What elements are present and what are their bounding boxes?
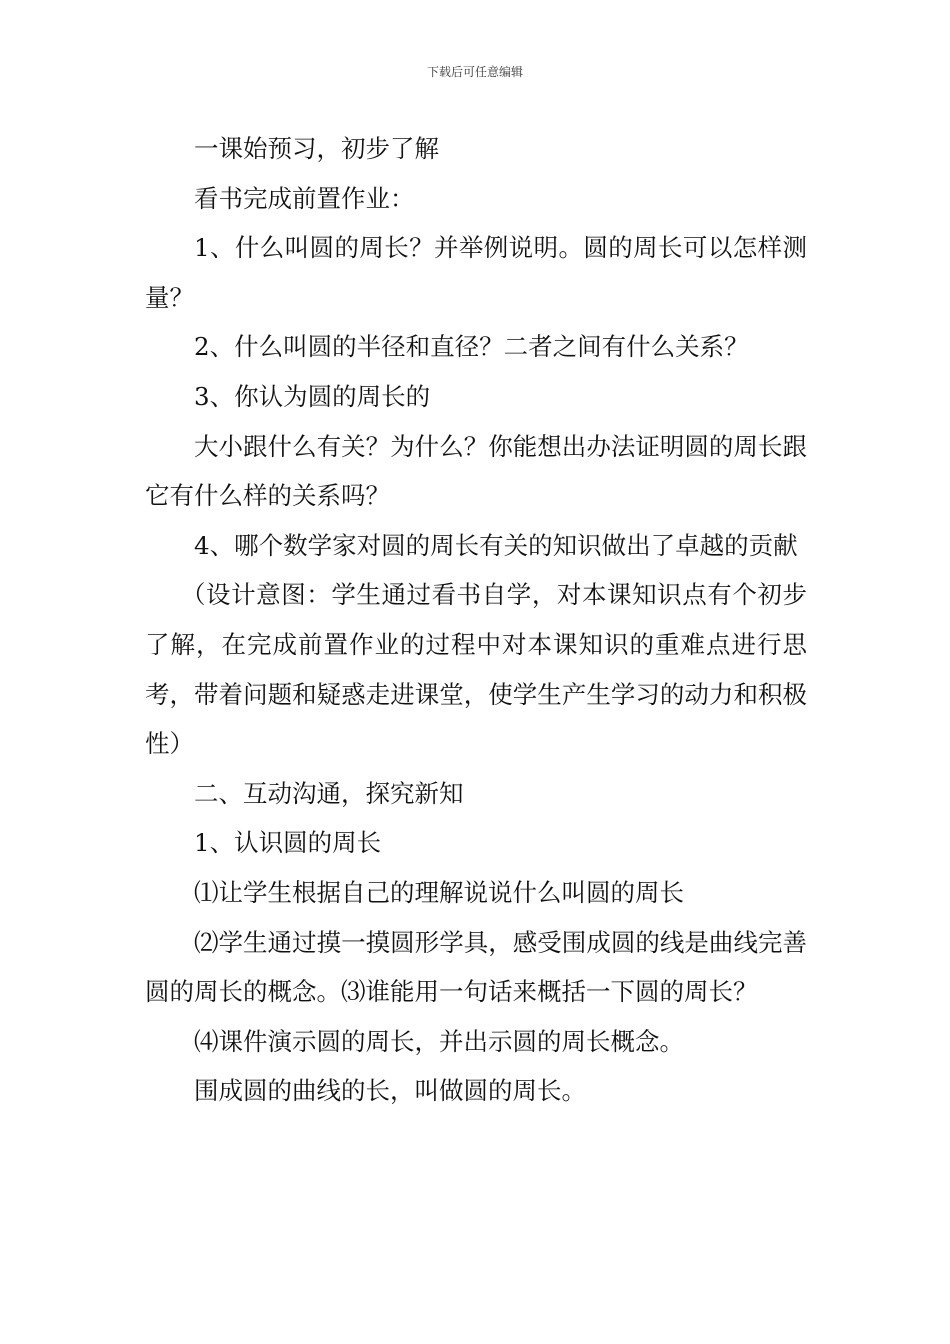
question-1: 1、什么叫圆的周长？并举例说明。圆的周长可以怎样测量？: [145, 233, 807, 312]
step-1: ⑴让学生根据自己的理解说说什么叫圆的周长: [194, 877, 684, 907]
design-intent-note: （设计意图：学生通过看书自学，对本课知识点有个初步了解，在完成前置作业的过程中对本课知识的重难点进行思考，带着问题和疑惑走进课堂，使学生产生学习的动力和积极性）: [145, 580, 807, 759]
instruction-line: 看书完成前置作业：: [194, 183, 415, 213]
question-4: 4、哪个数学家对圆的周长有关的知识做出了卓越的贡献: [194, 530, 798, 560]
section-heading-preview: 一课始预习，初步了解: [194, 134, 439, 163]
step-4: ⑷课件演示圆的周长，并出示圆的周长概念。: [194, 1026, 684, 1056]
document-body: [145, 124, 807, 1116]
definition-line: 围成圆的曲线的长，叫做圆的周长。: [194, 1076, 586, 1106]
subsection-heading: 1、认识圆的周长: [194, 828, 382, 858]
step-2-3: ⑵学生通过摸一摸圆形学具，感受围成圆的线是曲线完善圆的周长的概念。⑶谁能用一句话来概括一下圆的周长？: [145, 927, 807, 1007]
page-header: 下载后可任意编辑: [426, 65, 523, 79]
question-3-start: 3、你认为圆的周长的: [194, 381, 431, 411]
question-2: 2、什么叫圆的半径和直径？二者之间有什么关系？: [194, 332, 749, 362]
section-heading-interaction: 二、互动沟通，探究新知: [194, 778, 464, 808]
question-3-continued: 大小跟什么有关？为什么？你能想出办法证明圆的周长跟它有什么样的关系吗？: [145, 431, 807, 511]
